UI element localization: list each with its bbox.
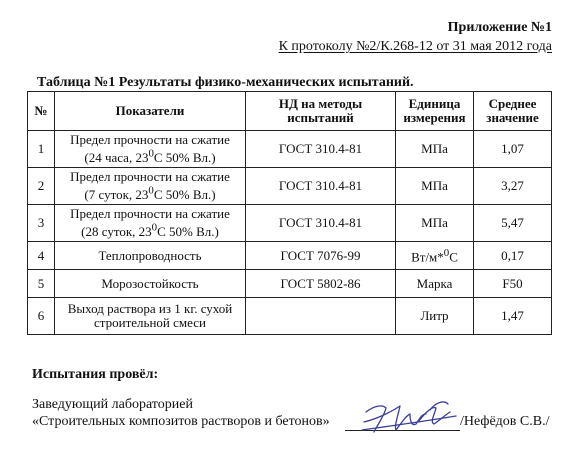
row-parameter: Морозостойкость	[55, 270, 246, 298]
row-unit: МПа	[396, 131, 474, 168]
parameter-line1: Предел прочности на сжатие	[70, 205, 230, 221]
row-average-value: 0,17	[474, 242, 552, 270]
row-parameter	[55, 168, 246, 205]
row-average-value: 1,07	[474, 131, 552, 168]
parameter-text: С 50% Вл.)	[153, 150, 216, 166]
column-header-test-standard	[246, 92, 396, 131]
handwritten-signature	[360, 392, 460, 444]
row-average-value: F50	[474, 270, 552, 298]
row-number: 2	[28, 168, 55, 205]
column-header-unit	[396, 92, 474, 131]
parameter-line2	[81, 221, 219, 240]
row-number: 4	[28, 242, 55, 270]
column-header-average	[474, 92, 552, 131]
row-parameter	[55, 131, 246, 168]
degree-superscript: 0	[148, 147, 154, 160]
degree-superscript: 0	[443, 247, 450, 260]
parameter-text: (7 суток, 23	[84, 187, 149, 203]
row-average-value: 1,47	[474, 298, 552, 335]
laboratory-name: «Строительных композитов растворов и бетонов»	[32, 414, 330, 429]
row-test-standard: ГОСТ 310.4-81	[246, 131, 396, 168]
parameter-text: (28 суток, 23	[81, 224, 152, 240]
row-parameter	[55, 298, 246, 335]
parameter-line1: Выход раствора из 1 кг. сухой	[67, 301, 233, 316]
column-header-unit-line2: измерения	[403, 110, 466, 125]
column-header-unit-line1: Единица	[408, 96, 461, 111]
signer-position: Заведующий лабораторией	[32, 397, 193, 412]
column-header-nd-line1: НД на методы	[278, 96, 363, 111]
row-test-standard	[246, 298, 396, 335]
table-row	[28, 298, 552, 335]
column-header-parameter: Показатели	[55, 92, 246, 131]
unit-text: Вт/м*	[411, 249, 444, 265]
protocol-reference: К протоколу №2/К.268-12 от 31 мая 2012 года	[278, 39, 552, 54]
parameter-text: С 50% Вл.)	[157, 224, 219, 240]
row-number: 1	[28, 131, 55, 168]
degree-superscript: 0	[148, 184, 154, 197]
column-header-avg-line2: значение	[486, 110, 539, 125]
row-test-standard: ГОСТ 7076-99	[246, 242, 396, 270]
table-row	[28, 168, 552, 205]
row-unit: МПа	[396, 168, 474, 205]
table-row	[28, 131, 552, 168]
row-average-value: 5,47	[474, 205, 552, 242]
parameter-line1: Предел прочности на сжатие	[70, 168, 230, 184]
table-row	[28, 242, 552, 270]
row-test-standard: ГОСТ 310.4-81	[246, 205, 396, 242]
table-row	[28, 205, 552, 242]
appendix-title: Приложение №1	[447, 20, 552, 35]
degree-superscript: 0	[151, 221, 158, 234]
parameter-text: (24 часа, 23	[84, 150, 149, 166]
row-parameter: Теплопроводность	[55, 242, 246, 270]
column-header-avg-line1: Среднее	[488, 96, 537, 111]
row-number: 5	[28, 270, 55, 298]
column-header-nd-line2: испытаний	[287, 110, 354, 125]
results-table	[27, 91, 552, 335]
table-caption: Таблица №1 Результаты физико-механических испытаний.	[37, 75, 414, 90]
row-number: 6	[28, 298, 55, 335]
row-parameter	[55, 205, 246, 242]
parameter-line2: строительной смеси	[94, 315, 206, 330]
row-test-standard: ГОСТ 310.4-81	[246, 168, 396, 205]
row-average-value: 3,27	[474, 168, 552, 205]
row-unit: Литр	[396, 298, 474, 335]
parameter-text: С 50% Вл.)	[153, 187, 216, 203]
table-header-row	[28, 92, 552, 131]
row-unit: МПа	[396, 205, 474, 242]
table-row	[28, 270, 552, 298]
row-test-standard: ГОСТ 5802-86	[246, 270, 396, 298]
tests-conducted-label: Испытания провёл:	[32, 367, 159, 382]
column-header-number: №	[28, 92, 55, 131]
row-unit: Марка	[396, 270, 474, 298]
parameter-line2	[84, 184, 216, 203]
row-number: 3	[28, 205, 55, 242]
unit-text: С	[449, 249, 458, 265]
signer-name: /Нефёдов С.В./	[460, 414, 550, 429]
parameter-line1: Предел прочности на сжатие	[70, 131, 230, 147]
parameter-line2	[84, 147, 216, 166]
row-unit	[396, 242, 474, 270]
